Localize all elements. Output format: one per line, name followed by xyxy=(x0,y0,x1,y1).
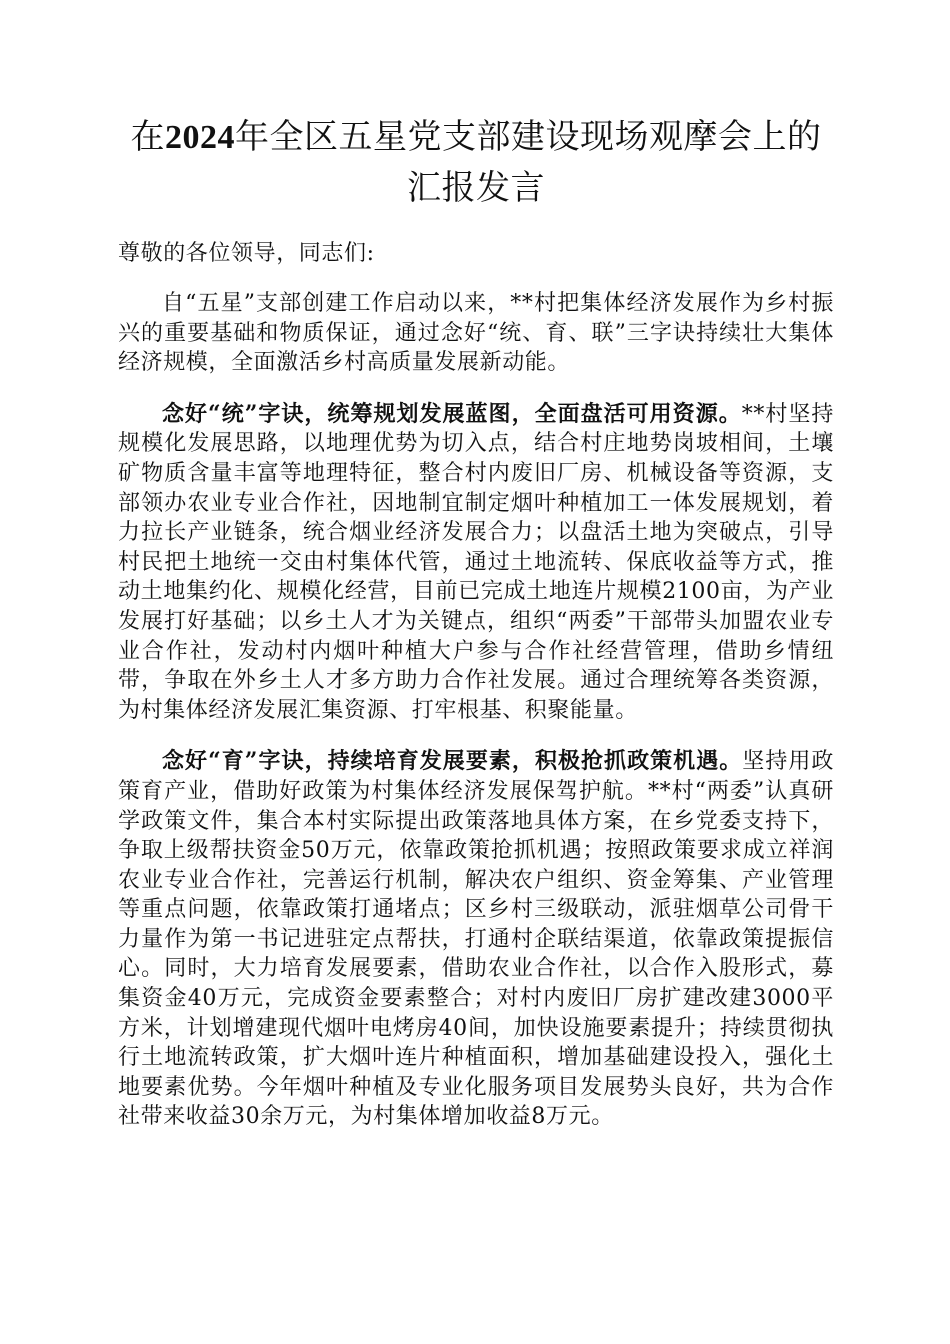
title-line1-rest: 年全区五星党支部建设现场观摩会上的 xyxy=(235,117,822,157)
document-page xyxy=(118,112,834,1132)
section-heading-yu: 念好“育”字诀，持续培育发展要素，积极抢抓政策机遇。 xyxy=(162,748,743,775)
section-tong-paragraph xyxy=(118,400,834,726)
salutation: 尊敬的各位领导，同志们: xyxy=(118,241,375,266)
title-year: 2024 xyxy=(165,119,235,156)
paragraph-body: 自“五星”支部创建工作启动以来，**村把集体经济发展作为乡村振兴的重要基础和物质保证，通过念好“统、育、联”三字诀持续壮大集体经济规模，全面激活乡村高质量发展新动能。 xyxy=(118,291,834,376)
paragraph-body: **村坚持规模化发展思路，以地理优势为切入点，结合村庄地势岗坡相间，土壤矿物质含量丰富等地理特征，整合村内废旧厂房、机械设备等资源，支部领办农业专业合作社，因地制宜制定烟叶种植加工一体发展规划，着力拉长产业链条，统合烟业经济发展合力；以盘活土地为突破点，引导村民把土地统一交由村集体代管，通过土地流转、保底收益等方式，推动土地集约化、规模化经营，目前已完成土地连片规模2100亩，为产业发展打好基础；以乡土人才为关键点，组织“两委”干部带头加盟农业专业合作社，发动村内烟叶种植大户参与合作社经营管理，借助乡情纽带，争取在外乡土人才多方助力合作社发展。通过合理统筹各类资源，为村集体经济发展汇集资源、打牢根基、积聚能量。 xyxy=(118,401,834,723)
section-yu-paragraph xyxy=(118,747,834,1132)
section-heading-tong: 念好“统”字诀，统筹规划发展蓝图，全面盘活可用资源。 xyxy=(162,400,742,427)
intro-paragraph xyxy=(118,289,834,378)
paragraph-body: 坚持用政策育产业，借助好政策为村集体经济发展保驾护航。**村“两委”认真研学政策文件，集合本村实际提出政策落地具体方案，在乡党委支持下，争取上级帮扶资金50万元，依靠政策抢抓机遇；按照政策要求成立祥润农业专业合作社，完善运行机制，解决农户组织、资金筹集、产业管理等重点问题，依靠政策打通堵点；区乡村三级联动，派驻烟草公司骨干力量作为第一书记进驻定点帮扶，打通村企联结渠道，依靠政策提振信心。同时，大力培育发展要素，借助农业合作社，以合作入股形式，募集资金40万元，完成资金要素整合；对村内废旧厂房扩建改建3000平方米，计划增建现代烟叶电烤房40间，加快设施要素提升；持续贯彻执行土地流转政策，扩大烟叶连片种植面积，增加基础建设投入，强化土地要素优势。今年烟叶种植及专业化服务项目发展势头良好，共为合作社带来收益30余万元，为村集体增加收益8万元。 xyxy=(118,749,834,1130)
document-title xyxy=(118,112,834,213)
title-prefix: 在 xyxy=(130,117,165,157)
title-line2: 汇报发言 xyxy=(407,168,545,208)
